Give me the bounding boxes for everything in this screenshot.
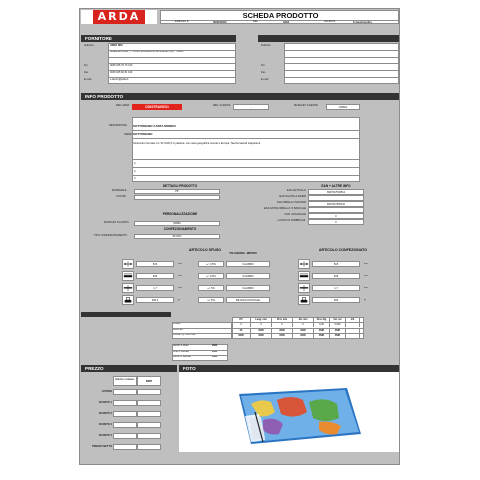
pallet-extra-label: Cartoni x strato <box>173 345 189 347</box>
logo <box>81 10 157 24</box>
page-title: SCHEDA PRODOTTO <box>242 11 319 20</box>
marchio-artic-value: ORMA <box>134 221 220 226</box>
prezzo-cell-1[interactable] <box>113 422 137 428</box>
weight-icon <box>298 295 310 305</box>
emesso-label: EMESSO IL <box>175 20 189 24</box>
pallet-cell: #N/D <box>251 333 272 338</box>
descrizione-label: DESCRIZIONE <box>109 124 127 127</box>
logo-text: ARDA <box>93 10 146 24</box>
colori-value <box>134 195 220 200</box>
prezzo-cell-2[interactable] <box>137 411 161 417</box>
sfuso-value: 1,7 <box>136 285 174 291</box>
materiale-label: MATERIALE <box>112 189 127 192</box>
pallet-extra-value: #N/D <box>212 350 218 353</box>
pallet-cell: 0,000 <box>330 322 346 327</box>
materiale-value: PP <box>134 189 220 194</box>
sfuso-method: BILANCIA DIGITALE <box>226 297 270 303</box>
pallet-cell: #N/D <box>272 333 293 338</box>
pallet-cell: 0 <box>251 322 272 327</box>
marchio-artic-label: MARCHIO SU ARTIC. <box>104 221 130 224</box>
fornitore-right-label: Indirizzo <box>261 43 271 47</box>
confezionato-title: ARTICOLO CONFEZIONATO <box>318 248 368 252</box>
pallet-cell: #N/D <box>314 333 330 338</box>
header-box <box>160 10 399 24</box>
pallet-header: m3 <box>346 317 360 322</box>
thickness-icon <box>298 283 310 293</box>
ean-value: 0 <box>308 219 364 225</box>
prezzo-cell-2[interactable] <box>137 433 161 439</box>
dettagli-title: DETTAGLI PRODOTTO <box>162 183 198 188</box>
tipo-conf-value: SFUSO <box>134 234 220 239</box>
product-photo <box>179 372 399 452</box>
prezzo-cell-2[interactable] <box>137 389 161 395</box>
ean-value: 0 <box>308 213 364 219</box>
emesso-value: 30/05/2024 <box>213 21 227 25</box>
info-band: INFO PRODOTTO <box>81 93 399 100</box>
prezzo-cell-2[interactable] <box>137 400 161 406</box>
conf-value: 405 <box>312 273 360 279</box>
pallet-cell: #N/D <box>314 328 330 333</box>
del-label: DEL <box>253 20 259 24</box>
personalizzazione-title: PERSONALIZZAZIONE <box>162 212 198 216</box>
marchio-cliente-label: MARCHIO CLIENTE <box>294 104 318 107</box>
pallet-header: Peso Kg <box>314 317 330 322</box>
ref-arda-value: CS0STRAGEO1 <box>132 104 182 110</box>
depth-icon <box>122 271 134 281</box>
sfuso-value: 405 <box>136 273 174 279</box>
prezzo-cell-2[interactable] <box>137 422 161 428</box>
prezzo-cell-1[interactable] <box>113 389 137 395</box>
bullet-3: 4 <box>134 177 136 180</box>
fornitore-value: ARDA SPA <box>110 43 123 47</box>
pallet-cell: #N/D <box>272 328 293 333</box>
pallet-cell <box>346 333 360 338</box>
ean-label: COD. DOGANALE <box>284 213 306 216</box>
pallet-header: Lung. mm <box>251 317 272 322</box>
thickness-icon <box>122 283 134 293</box>
del-value: 3404 <box>283 21 289 25</box>
pallet-cell: 0 <box>272 322 293 327</box>
prezzo-cell-1[interactable] <box>113 411 137 417</box>
fornitore-label: E-mail <box>84 77 92 81</box>
fornitore-value: Strada dei Fossi, 7 - 10524 Roncafiorino del Grande (VR) - ITALIA <box>110 50 184 54</box>
prezzo-row-label: SCONTO 3 <box>98 422 112 426</box>
foto-area <box>179 372 399 452</box>
pallet-cell: #N/D <box>293 328 314 333</box>
sfuso-tolerance: +/- 5% <box>198 297 224 303</box>
prezzo-col2-label: DDP <box>145 379 153 383</box>
fornitore-right-label: Tel. <box>261 63 266 67</box>
pallet-header: PZ <box>232 317 251 322</box>
sfuso-method: CALIBRO <box>226 273 270 279</box>
sfuso-unit: mm <box>178 286 182 289</box>
serie-value: SOTTOMANO <box>133 132 153 136</box>
fornitore-label: Indirizzo <box>84 43 94 47</box>
sfuso-method: CALIBRO <box>226 261 270 267</box>
bullet-1: 4 <box>134 162 136 165</box>
pallet-cell: #N/D <box>251 328 272 333</box>
validita-label: VALIDITA' <box>324 20 336 24</box>
prezzo-cell-1[interactable] <box>113 433 137 439</box>
sfuso-tolerance: +/- 5% <box>198 285 224 291</box>
prezzo-row-label: SCONTO 1 <box>98 400 112 404</box>
sfuso-unit: mm <box>178 262 182 265</box>
ean-label: EAN SCATOLA INNER <box>279 195 306 198</box>
sfuso-method: CALIBRO <box>226 285 270 291</box>
fornitore-label: Fax <box>84 70 89 74</box>
foto-band: FOTO <box>179 365 399 372</box>
pallet-extra-label: Cartoni x bancale <box>173 356 191 359</box>
ean-label: EAN EXTRA IMBALLO O BANCALE <box>263 207 306 210</box>
marchio-cliente-value: ORMA <box>326 104 360 110</box>
length-icon <box>298 259 310 269</box>
ean-label: EAN ARTICOLO <box>286 189 306 192</box>
pallet-cell: 0 <box>293 322 314 327</box>
weight-icon <box>122 295 134 305</box>
colori-label: COLORI <box>116 195 126 198</box>
prezzo-band: PREZZO <box>81 365 177 372</box>
prezzo-cell-1[interactable] <box>113 444 137 450</box>
pallet-cell <box>346 322 360 327</box>
pallet-header: Vol. mc <box>330 317 346 322</box>
pallet-cell: 0,00 <box>314 322 330 327</box>
sfuso-unit: gr <box>178 298 180 301</box>
ean-label: LUOGO DI FABBRICAZ. <box>277 219 306 222</box>
tolleranza-header: TOLLERANZA - METODO <box>229 253 257 255</box>
ean-value: 8007627535311 <box>308 201 364 207</box>
sfuso-title: ARTICOLO SFUSO <box>188 248 222 252</box>
pallet-band <box>81 312 171 317</box>
sfuso-tolerance: +/- 0,5% <box>198 273 224 279</box>
conf-unit: gr <box>364 298 366 301</box>
product-note: Sottomano formato cm. 51,5x40,5 in plastica, con carta geografica mondo e Europa. Tasche laterali trasparenti. <box>133 142 261 145</box>
sfuso-tolerance: +/- 0,5% <box>198 261 224 267</box>
length-icon <box>122 259 134 269</box>
prezzo-cell-1[interactable] <box>113 400 137 406</box>
pallet-extra-label: Strati x bancale <box>173 350 189 353</box>
conf-value: 1,7 <box>312 285 360 291</box>
conf-unit: mm <box>364 274 368 277</box>
ref-cliente-label: REF. CLIENTE <box>213 104 231 107</box>
bullet-2: 4 <box>134 170 136 173</box>
depth-icon <box>298 271 310 281</box>
sfuso-value: 515 <box>136 261 174 267</box>
pallet-header: Prof. mm <box>272 317 293 322</box>
validita-value: 6 mesi/months <box>353 21 372 25</box>
ref-cliente-value: - <box>233 104 269 110</box>
fornitore-value: 0039 045 60 81 160 <box>110 70 133 74</box>
sfuso-unit: mm <box>178 274 182 277</box>
fornitore-label: Tel. <box>84 63 89 67</box>
conf-value: 515 <box>312 261 360 267</box>
pallet-extra-value: #N/D <box>212 356 218 359</box>
ean-label: EAN IMBALLO MASTER <box>277 201 306 204</box>
prezzo-col1-label: PREZZO CONSIGL. <box>114 378 136 381</box>
pallet-cell <box>346 328 360 333</box>
product-sheet <box>79 8 400 465</box>
fornitore-band: FORNITORE <box>81 35 236 42</box>
pallet-cell: 20 <box>232 328 251 333</box>
fornitore-value: e.lavoro@arda.it <box>110 77 129 81</box>
ref-arda-label: REF. ARDA <box>116 104 130 107</box>
pallet-cell: #N/D <box>330 333 346 338</box>
prezzo-row-label: SCONTO 2 <box>98 411 112 415</box>
pallet-table <box>172 317 364 339</box>
prezzo-row-label: SCONTO 4 <box>98 433 112 437</box>
ean-value: 8007627530514 <box>308 189 364 195</box>
ean-title: EAN + ALTRE INFO <box>321 183 351 188</box>
conf-unit: mm <box>364 286 368 289</box>
confezionamento-title: CONFEZIONAMENTO <box>163 227 197 231</box>
pallet-row-label: MASTER <box>173 327 183 331</box>
pallet-extra-value: #N/D <box>212 345 218 347</box>
pallet-cell: 0 <box>232 322 251 327</box>
serie-label: SERIE <box>124 132 132 136</box>
prezzo-row-label: PREZZO NETTO <box>92 444 112 448</box>
conf-value: 300 <box>312 297 360 303</box>
fornitore-right-label: Fax <box>261 70 266 74</box>
prezzo-col1-header <box>113 376 137 386</box>
ean-value <box>308 207 364 213</box>
tipo-conf-label: TIPO CONFEZIONAMENTO <box>94 234 128 237</box>
fornitore-band-right <box>258 35 399 42</box>
pallet-row-label: PALLET/Q. MASTER <box>173 333 196 337</box>
pallet-cell: #N/D <box>330 328 346 333</box>
conf-unit: mm <box>364 262 368 265</box>
pallet-cell: #N/D <box>232 333 251 338</box>
prezzo-row-label: LISTINO <box>101 389 112 393</box>
descrizione-value: SOTTOMANO CARTA MONDO <box>133 123 176 128</box>
pallet-row-label: INNER <box>173 322 181 325</box>
fornitore-right-label: E-mail <box>261 77 269 81</box>
pallet-header: Alt. mm <box>293 317 314 322</box>
pallet-cell: #N/D <box>293 333 314 338</box>
ean-value <box>308 195 364 201</box>
prezzo-col2-header <box>137 376 161 386</box>
prezzo-cell-2[interactable] <box>137 444 161 450</box>
sfuso-value: 300,0 <box>136 297 174 303</box>
fornitore-value: 0039 045 70 70 210 <box>110 63 133 67</box>
